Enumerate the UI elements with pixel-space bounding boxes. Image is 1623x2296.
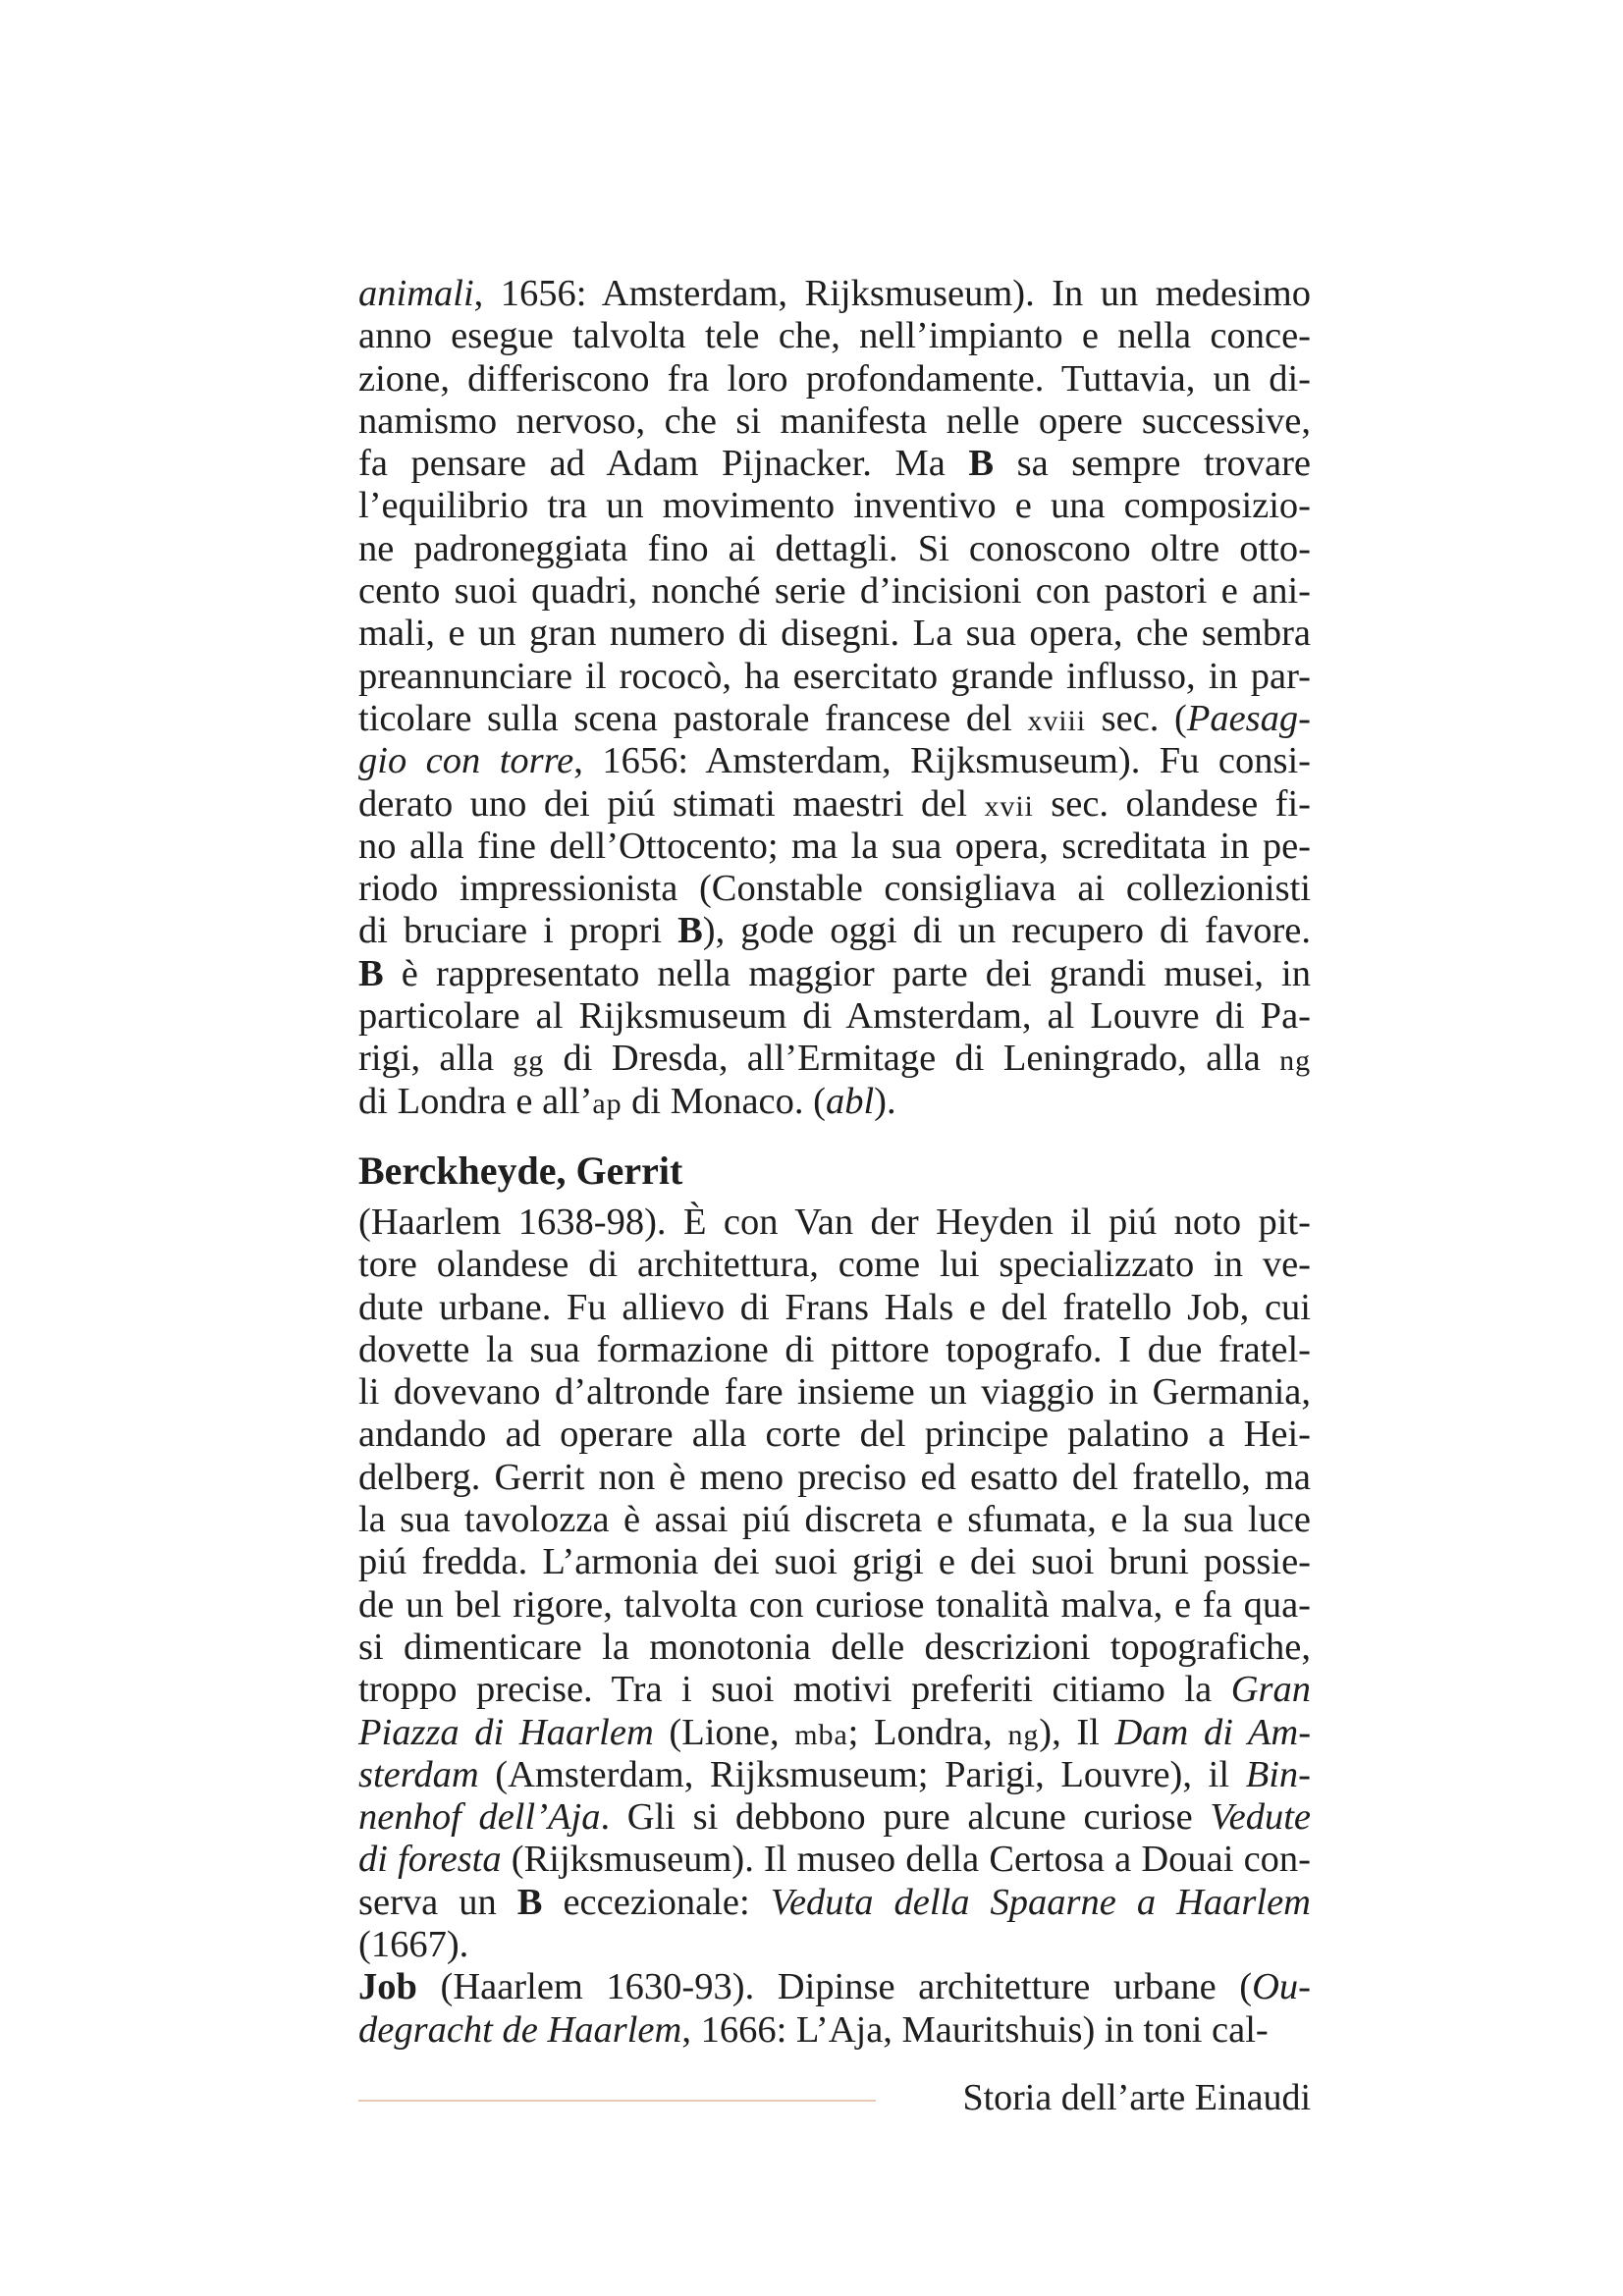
text-line <box>358 1081 1311 1123</box>
text-run: andando ad operare alla corte del principe palatino a Hei- <box>358 1414 1311 1456</box>
small-caps-run: xvii <box>984 789 1034 823</box>
italic-run: animali <box>358 273 474 314</box>
italic-run: Piazza di Haarlem <box>358 1711 654 1753</box>
text-line <box>358 1839 1311 1881</box>
text-run: sec. ( <box>1086 697 1187 739</box>
paragraph-job-berckheyde <box>358 1966 1311 2052</box>
text-run: sec. olandese fi- <box>1033 782 1311 825</box>
italic-run: Bin- <box>1245 1753 1311 1795</box>
text-run: preannunciare il rococò, ha esercitato grande influsso, in par- <box>358 655 1311 697</box>
text-line <box>358 1796 1311 1839</box>
text-line <box>358 315 1311 357</box>
text-line <box>358 1712 1311 1754</box>
text-run: fa pensare ad Adam Pijnacker. Ma <box>358 443 969 485</box>
text-line <box>358 358 1311 400</box>
text-line <box>358 1627 1311 1669</box>
text-run: namismo nervoso, che si manifesta nelle opere successive, <box>358 400 1311 442</box>
italic-run: degracht de Haarlem <box>358 2008 682 2051</box>
text-run: . Gli si debbono pure alcune curiose <box>600 1796 1211 1839</box>
document-page <box>358 273 1311 2052</box>
bold-run: Job <box>358 1966 417 2008</box>
text-line <box>358 1201 1311 1244</box>
text-line <box>358 528 1311 570</box>
text-run: delberg. Gerrit non è meno preciso ed esatto del fratello, ma <box>358 1456 1311 1498</box>
text-run: di bruciare i propri <box>358 910 678 952</box>
text-line <box>358 1371 1311 1414</box>
text-line <box>358 868 1311 910</box>
text-run: ), gode oggi di un recupero di favore. <box>702 910 1311 952</box>
text-run: piú fredda. L’armonia dei suoi grigi e dei suoi bruni possie- <box>358 1541 1311 1583</box>
text-line <box>358 1414 1311 1456</box>
text-line <box>358 2009 1311 2052</box>
text-run: no alla fine dell’Ottocento; ma la sua opera, screditata in pe- <box>358 825 1311 867</box>
entry-heading: Berckheyde, Gerrit <box>358 1148 683 1193</box>
text-run: de un bel rigore, talvolta con curiose tonalità malva, e fa qua- <box>358 1583 1311 1626</box>
text-run: mali, e un gran numero di disegni. La sua opera, che sembra <box>358 613 1311 655</box>
text-run: la sua tavolozza è assai piú discreta e sfumata, e la sua luce <box>358 1499 1311 1541</box>
text-run: anno esegue talvolta tele che, nell’impianto e nella conce- <box>358 315 1311 357</box>
italic-run: di foresta <box>358 1839 502 1881</box>
text-run: (Rijksmuseum). Il museo della Certosa a Douai con- <box>501 1839 1311 1881</box>
text-line <box>358 1966 1311 2008</box>
text-line <box>358 995 1311 1038</box>
text-run: cento suoi quadri, nonché serie d’incisioni con pastori e ani- <box>358 570 1311 613</box>
text-line <box>358 1244 1311 1286</box>
italic-run: Paesag- <box>1186 697 1311 739</box>
text-run: di Londra e all’ <box>358 1080 593 1122</box>
small-caps-run: ng <box>1007 1718 1040 1751</box>
text-line <box>358 1754 1311 1796</box>
text-run: zione, differiscono fra loro profondamente. Tuttavia, un di- <box>358 357 1311 400</box>
text-line <box>358 1584 1311 1627</box>
text-run: è rappresentato nella maggior parte dei grandi musei, in <box>383 952 1311 994</box>
small-caps-run: mba <box>794 1718 848 1751</box>
text-line <box>358 910 1311 952</box>
bold-run: B <box>516 1881 543 1923</box>
italic-run: Gran <box>1230 1669 1311 1711</box>
text-run: dovette la sua formazione di pittore topografo. I due fratel- <box>358 1328 1311 1370</box>
text-line <box>358 1287 1311 1329</box>
italic-run: sterdam <box>358 1753 479 1795</box>
text-line <box>358 1924 1311 1966</box>
text-run: , 1666: L’Aja, Mauritshuis) in toni cal- <box>681 2008 1269 2051</box>
small-caps-run: xviii <box>1027 704 1087 737</box>
text-run: derato uno dei piú stimati maestri del <box>358 782 985 825</box>
text-line <box>358 1541 1311 1583</box>
text-line <box>358 485 1311 527</box>
text-line <box>358 1329 1311 1371</box>
text-line <box>358 740 1311 782</box>
text-line <box>358 570 1311 613</box>
bold-run: B <box>968 443 995 485</box>
text-run: , 1656: Amsterdam, Rijksmuseum). Fu consi- <box>573 740 1311 782</box>
text-line <box>358 656 1311 698</box>
italic-run: gio con torre <box>358 740 574 782</box>
text-run: (Lione, <box>653 1711 795 1753</box>
text-run: (Amsterdam, Rijksmuseum; Parigi, Louvre), il <box>478 1753 1246 1795</box>
text-run: sa sempre trovare <box>994 443 1311 485</box>
footer-title: Storia dell’arte Einaudi <box>962 2077 1311 2118</box>
text-run: rigi, alla <box>358 1038 514 1080</box>
text-run: si dimenticare la monotonia delle descrizioni topografiche, <box>358 1626 1311 1668</box>
italic-run: Veduta della Spaarne a Haarlem <box>770 1881 1311 1923</box>
text-line <box>358 273 1311 315</box>
italic-run: Vedute <box>1210 1796 1311 1839</box>
text-run: tore olandese di architettura, come lui specializzato in ve- <box>358 1244 1311 1286</box>
text-run: ne padroneggiata fino ai dettagli. Si conoscono oltre otto- <box>358 527 1311 569</box>
text-run: l’equilibrio tra un movimento inventivo e una composizio- <box>358 485 1311 527</box>
italic-run: Dam di Am- <box>1114 1711 1312 1753</box>
text-line <box>358 783 1311 826</box>
paragraph-bloemaert-continued <box>358 273 1311 1123</box>
text-run: troppo precise. Tra i suoi motivi preferiti citiamo la <box>358 1669 1231 1711</box>
paragraph-gerrit-berckheyde <box>358 1201 1311 1966</box>
text-line <box>358 1499 1311 1541</box>
text-run: li dovevano d’altronde fare insieme un viaggio in Germania, <box>358 1371 1311 1414</box>
text-run: ), Il <box>1039 1711 1115 1753</box>
italic-run: Ou- <box>1252 1966 1311 2008</box>
small-caps-run: ap <box>592 1087 622 1120</box>
text-line <box>358 953 1311 995</box>
text-run: ticolare sulla scena pastorale francese del <box>358 697 1028 739</box>
text-run: riodo impressionista (Constable consigliava ai collezionisti <box>358 868 1311 910</box>
text-line <box>358 1457 1311 1499</box>
text-run: (Haarlem 1638-98). È con Van der Heyden il piú noto pit- <box>358 1201 1311 1243</box>
text-line <box>358 1669 1311 1711</box>
text-line <box>358 400 1311 443</box>
text-run: , 1656: Amsterdam, Rijksmuseum). In un medesimo <box>473 273 1311 314</box>
text-run: di Monaco. ( <box>622 1080 826 1122</box>
text-line <box>358 613 1311 655</box>
text-run: eccezionale: <box>542 1881 771 1923</box>
footer-rule <box>358 2100 876 2102</box>
text-run: (Haarlem 1630-93). Dipinse architetture urbane ( <box>416 1966 1253 2008</box>
italic-run: abl <box>825 1080 875 1122</box>
text-line <box>358 826 1311 868</box>
text-line <box>358 1038 1311 1080</box>
bold-run: B <box>677 910 703 952</box>
text-run: (1667). <box>358 1923 469 1965</box>
text-run: serva un <box>358 1881 517 1923</box>
text-line <box>358 1882 1311 1924</box>
text-run: di Dresda, all’Ermitage di Leningrado, alla <box>544 1038 1280 1080</box>
text-run: ). <box>874 1080 896 1122</box>
small-caps-run: ng <box>1279 1044 1311 1078</box>
text-line <box>358 698 1311 740</box>
text-run: particolare al Rijksmuseum di Amsterdam, al Louvre di Pa- <box>358 995 1311 1038</box>
page-footer <box>358 2073 1311 2122</box>
bold-run: B <box>358 952 384 994</box>
text-run: dute urbane. Fu allievo di Frans Hals e del fratello Job, cui <box>358 1286 1311 1328</box>
small-caps-run: gg <box>513 1044 545 1078</box>
text-run: ; Londra, <box>847 1711 1008 1753</box>
text-line <box>358 443 1311 485</box>
italic-run: nenhof dell’Aja <box>358 1796 601 1839</box>
